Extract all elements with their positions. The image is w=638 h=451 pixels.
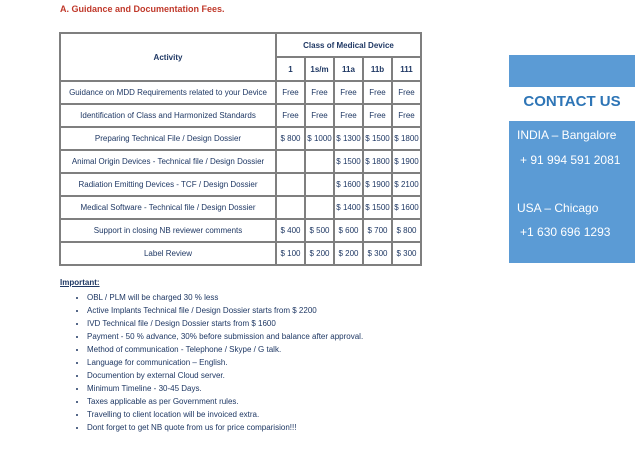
- activity-cell: Animal Origin Devices - Technical file / Design Dossier: [60, 150, 276, 173]
- fee-cell: $ 700: [363, 219, 392, 242]
- activity-cell: Label Review: [60, 242, 276, 265]
- fee-cell: $ 200: [305, 242, 334, 265]
- activity-cell: Identification of Class and Harmonized Standards: [60, 104, 276, 127]
- list-item: • Minimum Timeline - 30-45 Days.: [87, 382, 363, 395]
- fee-cell: $ 1900: [392, 150, 421, 173]
- usa-phone[interactable]: +1 630 696 1293: [520, 225, 611, 239]
- class-column-header: Class of Medical Device: [276, 33, 421, 57]
- fee-cell: $ 1000: [305, 127, 334, 150]
- fee-cell: Free: [305, 81, 334, 104]
- fee-cell: $ 600: [334, 219, 363, 242]
- fee-cell: Free: [392, 81, 421, 104]
- class-11b-header: 11b: [363, 57, 392, 81]
- activity-cell: Preparing Technical File / Design Dossier: [60, 127, 276, 150]
- list-item: • Dont forget to get NB quote from us for price comparision!!!: [87, 421, 363, 434]
- table-row: [60, 150, 421, 173]
- table-header-row: [60, 33, 421, 57]
- india-phone[interactable]: + 91 994 591 2081: [520, 153, 621, 167]
- table-row: [60, 242, 421, 265]
- fee-cell: $ 2100: [392, 173, 421, 196]
- fee-cell: Free: [363, 104, 392, 127]
- class-1-header: 1: [276, 57, 305, 81]
- fees-table: [59, 32, 422, 266]
- fee-cell: $ 200: [334, 242, 363, 265]
- list-item: • OBL / PLM will be charged 30 % less: [87, 291, 363, 304]
- table-row: [60, 219, 421, 242]
- fee-cell: $ 800: [392, 219, 421, 242]
- usa-office-label: USA – Chicago: [517, 201, 599, 215]
- fee-cell: [276, 150, 305, 173]
- fee-cell: $ 100: [276, 242, 305, 265]
- activity-cell: Medical Software - Technical file / Design Dossier: [60, 196, 276, 219]
- activity-column-header: Activity: [60, 33, 276, 81]
- fee-cell: Free: [276, 104, 305, 127]
- notes-list: [60, 291, 363, 434]
- india-office-label: INDIA – Bangalore: [517, 128, 617, 142]
- list-item: • IVD Technical file / Design Dossier starts from $ 1600: [87, 317, 363, 330]
- table-row: [60, 127, 421, 150]
- fee-cell: Free: [334, 104, 363, 127]
- list-item: • Taxes applicable as per Government rules.: [87, 395, 363, 408]
- fee-cell: [276, 173, 305, 196]
- fee-cell: $ 400: [276, 219, 305, 242]
- fee-cell: Free: [334, 81, 363, 104]
- fee-cell: $ 1500: [334, 150, 363, 173]
- fee-cell: Free: [305, 104, 334, 127]
- fee-cell: $ 1300: [334, 127, 363, 150]
- fee-cell: Free: [276, 81, 305, 104]
- fee-cell: $ 1500: [363, 196, 392, 219]
- activity-cell: Guidance on MDD Requirements related to your Device: [60, 81, 276, 104]
- table-row: [60, 104, 421, 127]
- fee-cell: $ 1900: [363, 173, 392, 196]
- fee-cell: $ 1600: [392, 196, 421, 219]
- table-row: [60, 81, 421, 104]
- fee-cell: [305, 196, 334, 219]
- contact-top-bar: [509, 55, 635, 87]
- contact-title: CONTACT US: [523, 93, 621, 110]
- fee-cell: [276, 196, 305, 219]
- fee-cell: $ 1800: [363, 150, 392, 173]
- activity-cell: Radiation Emitting Devices - TCF / Design Dossier: [60, 173, 276, 196]
- list-item: • Language for communication – English.: [87, 356, 363, 369]
- contact-panel: [509, 55, 635, 263]
- fee-cell: [305, 150, 334, 173]
- class-11a-header: 11a: [334, 57, 363, 81]
- table-row: [60, 173, 421, 196]
- section-heading: A. Guidance and Documentation Fees.: [60, 4, 225, 14]
- contact-details-box: [509, 121, 635, 263]
- fee-cell: $ 300: [392, 242, 421, 265]
- fee-cell: [305, 173, 334, 196]
- fee-cell: $ 1800: [392, 127, 421, 150]
- important-label: Important:: [60, 278, 100, 287]
- list-item: • Travelling to client location will be invoiced extra.: [87, 408, 363, 421]
- fee-cell: Free: [363, 81, 392, 104]
- class-1sm-header: 1s/m: [305, 57, 334, 81]
- fee-cell: $ 300: [363, 242, 392, 265]
- fee-cell: $ 1500: [363, 127, 392, 150]
- list-item: • Payment - 50 % advance, 30% before submission and balance after approval.: [87, 330, 363, 343]
- list-item: • Active Implants Technical file / Design Dossier starts from $ 2200: [87, 304, 363, 317]
- activity-cell: Support in closing NB reviewer comments: [60, 219, 276, 242]
- fee-cell: $ 1600: [334, 173, 363, 196]
- fee-cell: $ 800: [276, 127, 305, 150]
- list-item: • Documention by external Cloud server.: [87, 369, 363, 382]
- fee-cell: $ 1400: [334, 196, 363, 219]
- class-111-header: 111: [392, 57, 421, 81]
- list-item: • Method of communication - Telephone / Skype / G talk.: [87, 343, 363, 356]
- table-row: [60, 196, 421, 219]
- fee-cell: Free: [392, 104, 421, 127]
- fee-cell: $ 500: [305, 219, 334, 242]
